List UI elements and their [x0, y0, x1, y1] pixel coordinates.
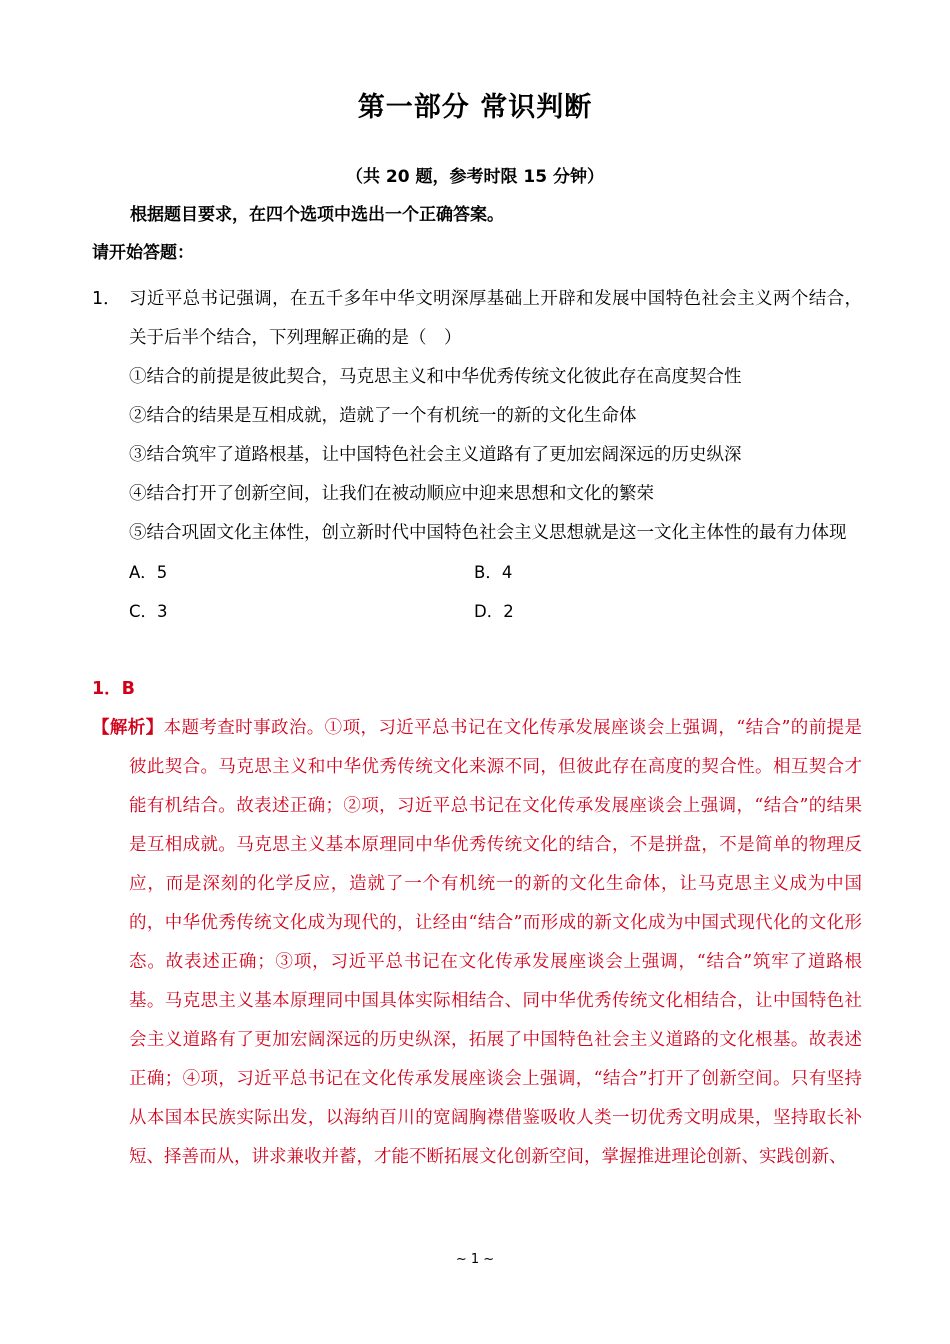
statement-item: ④结合打开了创新空间，让我们在被动顺应中迎来思想和文化的繁荣	[129, 484, 654, 504]
question-stem-row	[92, 280, 862, 358]
option-b[interactable]: B．4	[474, 563, 513, 582]
statement-list	[92, 358, 862, 553]
page-number: ~ 1 ~	[455, 1252, 495, 1267]
question-block	[92, 280, 862, 631]
analysis-text: 本题考查时事政治。①项，习近平总书记在文化传承发展座谈会上强调，“结合”的前提是彼此契合。马克思主义和中华优秀传统文化来源不同，但彼此存在高度的契合性。相互契合才能有机结合。故表述正确；②项，习近平总书记在文化传承发展座谈会上强调，“结合”的结果是互相成就。马克思主义基本原理同中华优秀传统文化的结合，不是拼盘，不是简单的物理反应，而是深刻的化学反应，造就了一个有机统一的新的文化生命体，让马克思主义成为中国的，中华优秀传统文化成为现代的，让经由“结合”而形成的新文化成为中国式现代化的文化形态。故表述正确；③项，习近平总书记在文化传承发展座谈会上强调，“结合”筑牢了道路根基。马克思主义基本原理同中国具体实际相结合、同中华优秀传统文化相结合，让中国特色社会主义道路有了更加宏阔深远的历史纵深，拓展了中国特色社会主义道路的文化根基。故表述正确；④项，习近平总书记在文化传承发展座谈会上强调，“结合”打开了创新空间。只有坚持从本国本民族实际出发，以海纳百川的宽阔胸襟借鉴吸收人类一切优秀文明成果，坚持取长补短、择善而从，讲求兼收并蓄，才能不断拓展文化创新空间，掌握推进理论创新、实践创新、	[129, 718, 863, 1167]
section-subtitle: （共 20 题，参考时限 15 分钟）	[346, 167, 604, 187]
option-row	[129, 592, 862, 631]
option-d[interactable]: D．2	[474, 602, 514, 621]
statement-item: ⑤结合巩固文化主体性，创立新时代中国特色社会主义思想就是这一文化主体性的最有力体现	[129, 523, 847, 543]
section-title: 第一部分 常识判断	[357, 92, 593, 123]
answer-block	[92, 670, 862, 1177]
option-row	[129, 553, 862, 592]
instruction-text: 根据题目要求，在四个选项中选出一个正确答案。	[130, 205, 504, 225]
option-c[interactable]: C．3	[129, 602, 168, 621]
analysis-paragraph	[92, 709, 862, 1177]
statement-item: ①结合的前提是彼此契合，马克思主义和中华优秀传统文化彼此存在高度契合性	[129, 367, 742, 387]
question-stem: 习近平总书记强调，在五千多年中华文明深厚基础上开辟和发展中国特色社会主义两个结合，关于后半个结合，下列理解正确的是（ ）	[129, 289, 862, 348]
analysis-label: 【解析】	[92, 718, 164, 738]
statement-item: ②结合的结果是互相成就，造就了一个有机统一的新的文化生命体	[129, 406, 637, 426]
statement-item: ③结合筑牢了道路根基，让中国特色社会主义道路有了更加宏阔深远的历史纵深	[129, 445, 742, 465]
answer-key: 1．B	[92, 679, 136, 699]
start-prompt: 请开始答题：	[92, 243, 194, 263]
question-number: 1．	[92, 289, 121, 309]
option-list	[92, 553, 862, 631]
option-a[interactable]: A．5	[129, 563, 168, 582]
